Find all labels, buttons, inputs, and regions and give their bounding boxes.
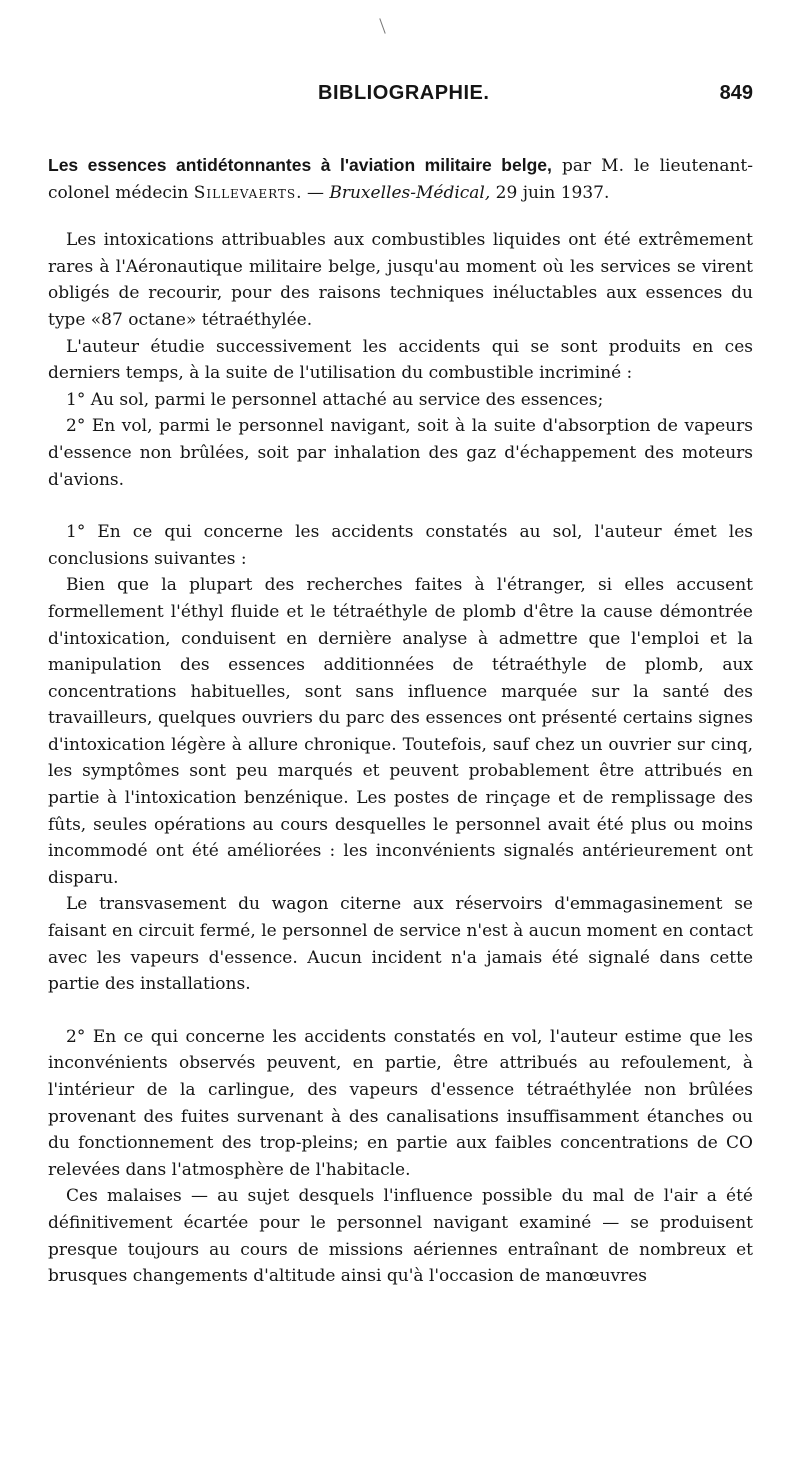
publication-date: 29 juin 1937. bbox=[490, 182, 610, 203]
article-title: Les essences antidétonnantes à l'aviation militaire belge, bbox=[48, 155, 552, 175]
byline-prefix: par M. le lieutenant-colonel médecin bbox=[48, 156, 754, 203]
paragraph-flight-section: 2° En ce qui concerne les accidents constatés en vol, l'auteur estime que les inconvénients observés peuvent, en partie, être attribués au refoulement, à l'intérieur de la carlingue, des vapeurs d'essence tétraéthylée non brûlées provenant des fuites survenant à des canalisations insuffisamment étanches ou du fonctionnement des trop-pleins; en partie aux faibles concentrations de CO relevées dans l'atmosphère de l'habitacle. bbox=[48, 1026, 753, 1180]
page-number: 849 bbox=[719, 82, 753, 104]
paragraph-malaise: Ces malaises — au sujet desquels l'influence possible du mal de l'air a été définitivement écartée pour le personnel navigant examiné — se produisent presque toujours au cours de missions aériennes entraînant de nombreux et brusques changements d'altitude ainsi qu'à l'occasion de manœuvres bbox=[48, 1186, 753, 1287]
byline-separator: . — bbox=[296, 182, 330, 203]
running-title: BIBLIOGRAPHIE. bbox=[318, 82, 490, 104]
paragraph-item-ground: 1° Au sol, parmi le personnel attaché au service des essences; bbox=[66, 389, 604, 410]
page-header bbox=[48, 82, 753, 110]
journal-name: Bruxelles-Médical, bbox=[329, 182, 491, 203]
author-name: Sillevaerts bbox=[193, 182, 297, 203]
paragraph-study: L'auteur étudie successivement les accidents qui se sont produits en ces derniers temps, à la suite de l'utilisation du combustible incriminé : bbox=[48, 336, 753, 384]
scan-artifact-mark bbox=[379, 18, 385, 33]
page-body bbox=[48, 152, 753, 1290]
paragraph-transfer: Le transvasement du wagon citerne aux réservoirs d'emmagasinement se faisant en circuit fermé, le personnel de service n'est à aucun moment en contact avec les vapeurs d'essence. Aucun incident n'a jamais été signalé dans cette partie des installations. bbox=[48, 894, 753, 995]
paragraph-intro: Les intoxications attribuables aux combustibles liquides ont été extrêmement rares à l'Aéronautique militaire belge, jusqu'au moment où les services se virent obligés de recourir, pour des raisons techniques inéluctables aux essences du type «87 octane» tétraéthylée. bbox=[48, 230, 753, 330]
paragraph-ground-findings: Bien que la plupart des recherches faites à l'étranger, si elles accusent formellement l'éthyl fluide et le tétraéthyle de plomb d'être la cause démontrée d'intoxication, conduisent en dernière analyse à admettre que l'emploi et la manipulation des essences additionnées de tétraéthyle de plomb, aux concentrations habituelles, sont sans influence marquée sur la santé des travailleurs, quelques ouvriers du parc des essences ont présenté certains signes d'intoxication légère à allure chronique. Toutefois, sauf chez un ouvrier sur cinq, les symptômes sont peu marqués et peuvent probablement être attribués en partie à l'intoxication benzénique. Les postes de rinçage et de remplissage des fûts, seules opérations au cours desquelles le personnel avait été plus ou moins incommodé ont été améliorées : les inconvénients signalés antérieurement ont disparu. bbox=[48, 575, 753, 888]
paragraph-ground-section: 1° En ce qui concerne les accidents constatés au sol, l'auteur émet les conclusions suivantes : bbox=[48, 522, 753, 569]
paragraph-item-flight: 2° En vol, parmi le personnel navigant, soit à la suite d'absorption de vapeurs d'essence non brûlées, soit par inhalation des gaz d'échappement des moteurs d'avions. bbox=[48, 416, 753, 490]
bibliography-entry-heading bbox=[48, 152, 753, 206]
